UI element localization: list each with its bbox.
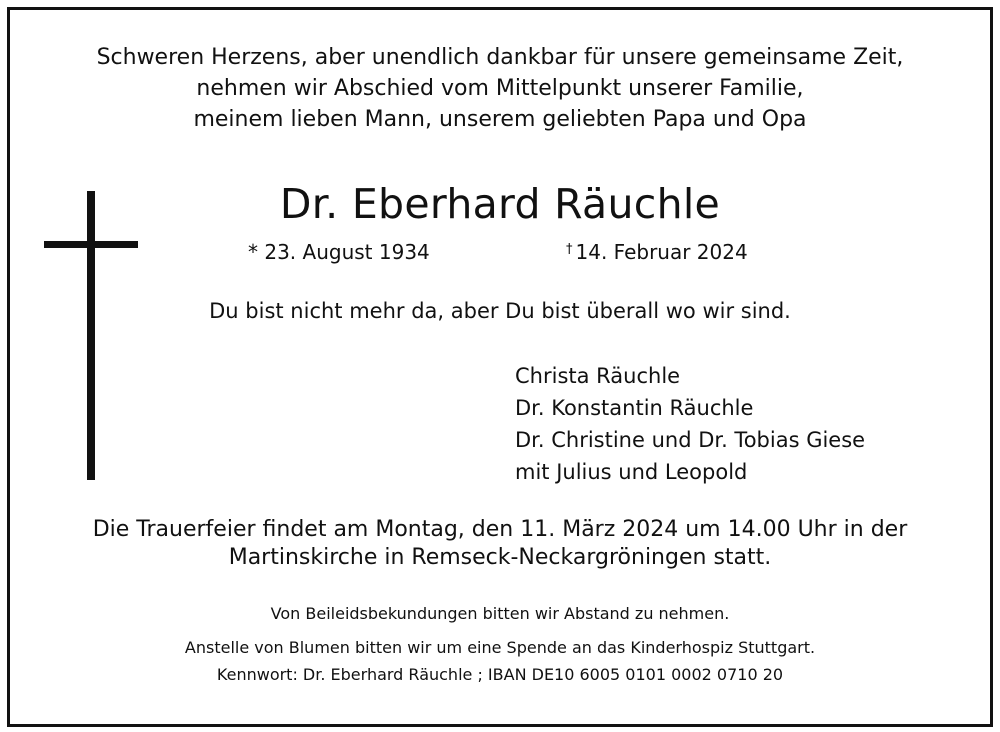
death-dagger-icon: † <box>566 242 573 257</box>
mourners-list <box>515 360 865 488</box>
cross-vertical-bar <box>87 191 95 480</box>
mourner-item: Dr. Konstantin Räuchle <box>515 396 754 420</box>
condolence-note: Von Beileidsbekundungen bitten wir Abstand zu nehmen. <box>270 604 730 623</box>
death-date: 14. Februar 2024 <box>575 240 748 264</box>
death-date-group <box>566 240 748 264</box>
mourner-item: mit Julius und Leopold <box>515 460 748 484</box>
birth-date: * 23. August 1934 <box>248 240 430 264</box>
funeral-line-2: Martinskirche in Remseck-Neckargröningen statt. <box>228 545 772 570</box>
mourner-item: Christa Räuchle <box>515 364 681 388</box>
memorial-quote: Du bist nicht mehr da, aber Du bist überall wo wir sind. <box>209 299 791 323</box>
funeral-line-1: Die Trauerfeier findet am Montag, den 11. März 2024 um 14.00 Uhr in der <box>92 517 908 542</box>
donation-reference: Kennwort: Dr. Eberhard Räuchle ; IBAN DE10 6005 0101 0002 0710 20 <box>216 665 784 684</box>
intro-line-1: Schweren Herzens, aber unendlich dankbar für unsere gemeinsame Zeit, <box>96 45 904 70</box>
mourner-item: Dr. Christine und Dr. Tobias Giese <box>515 428 866 452</box>
cross-horizontal-bar <box>44 241 138 248</box>
intro-line-2: nehmen wir Abschied vom Mittelpunkt unserer Familie, <box>196 76 804 101</box>
intro-line-3: meinem lieben Mann, unserem geliebten Papa und Opa <box>193 107 807 132</box>
deceased-name: Dr. Eberhard Räuchle <box>279 180 721 228</box>
donation-note: Anstelle von Blumen bitten wir um eine Spende an das Kinderhospiz Stuttgart. <box>184 638 816 657</box>
